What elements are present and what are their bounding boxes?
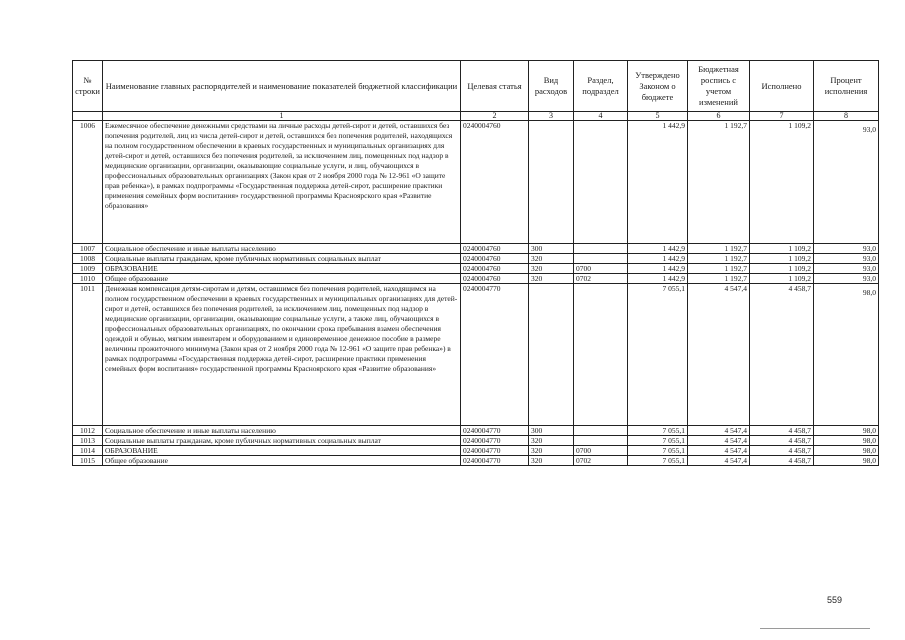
row-section (574, 254, 628, 264)
scan-divider-line (760, 628, 870, 629)
row-approved: 7 055,1 (628, 456, 688, 466)
row-target-article: 0240004770 (461, 436, 529, 446)
row-name: Социальное обеспечение и иные выплаты населению (103, 426, 461, 436)
row-section: 0700 (574, 446, 628, 456)
row-executed: 1 109,2 (750, 244, 814, 254)
row-section: 0700 (574, 264, 628, 274)
column-number: 1 (103, 112, 461, 121)
header-budget-list: Бюджетная роспись с учетом изменений (688, 61, 750, 112)
row-executed: 1 109,2 (750, 274, 814, 284)
row-section (574, 284, 628, 426)
row-budget-list: 4 547,4 (688, 426, 750, 436)
table-row (73, 284, 879, 426)
row-target-article: 0240004760 (461, 274, 529, 284)
header-approved: Утверждено Законом о бюджете (628, 61, 688, 112)
row-budget-list: 4 547,4 (688, 456, 750, 466)
row-name: Социальное обеспечение и иные выплаты населению (103, 244, 461, 254)
row-target-article: 0240004760 (461, 254, 529, 264)
table-row (73, 121, 879, 244)
row-approved: 1 442,9 (628, 274, 688, 284)
row-approved: 1 442,9 (628, 121, 688, 244)
row-number: 1012 (73, 426, 103, 436)
row-target-article: 0240004760 (461, 244, 529, 254)
table-row (73, 426, 879, 436)
budget-execution-table (72, 60, 879, 466)
row-expense-type: 320 (529, 264, 574, 274)
row-executed: 4 458,7 (750, 436, 814, 446)
row-name: ОБРАЗОВАНИЕ (103, 264, 461, 274)
column-number: 8 (814, 112, 879, 121)
row-approved: 1 442,9 (628, 254, 688, 264)
row-target-article: 0240004770 (461, 284, 529, 426)
row-executed: 1 109,2 (750, 121, 814, 244)
row-budget-list: 1 192,7 (688, 274, 750, 284)
row-name: Общее образование (103, 456, 461, 466)
row-name: Ежемесячное обеспечение денежными средствами на личные расходы детей-сирот и детей, оставшихся без попечения родителей, лиц из числа детей-сирот и детей, оставшихся без попечения родителей, находящихся на полном государственном обеспечении в краевых государственных и муниципальных организациях для детей-сирот и детей, оставшихся без попечения родителей, за исключением лиц, помещенных под надзор в медицинские организации, организации, оказывающие социальные услуги, и лиц, обучающихся в профессиональных образовательных организациях (Закон края от 2 ноября 2000 года № 12-961 «О защите прав ребенка»), в рамках подпрограммы «Государственная поддержка детей-сирот, расширение практики применения семейных форм воспитания» государственной программы Красноярского края «Развитие образования» (103, 121, 461, 244)
row-section: 0702 (574, 456, 628, 466)
row-approved: 1 442,9 (628, 244, 688, 254)
column-number: 7 (750, 112, 814, 121)
row-name: Социальные выплаты гражданам, кроме публичных нормативных социальных выплат (103, 436, 461, 446)
row-expense-type: 320 (529, 274, 574, 284)
row-executed: 4 458,7 (750, 426, 814, 436)
row-percent: 93,0 (814, 121, 879, 244)
column-number: 5 (628, 112, 688, 121)
row-number: 1009 (73, 264, 103, 274)
row-executed: 4 458,7 (750, 456, 814, 466)
row-percent: 98,0 (814, 436, 879, 446)
table-row (73, 264, 879, 274)
table-row (73, 446, 879, 456)
row-budget-list: 4 547,4 (688, 446, 750, 456)
row-expense-type: 320 (529, 456, 574, 466)
header-target-article: Целевая статья (461, 61, 529, 112)
header-section: Раздел, подраздел (574, 61, 628, 112)
column-number: 3 (529, 112, 574, 121)
row-expense-type: 320 (529, 254, 574, 264)
row-percent: 98,0 (814, 446, 879, 456)
row-section (574, 244, 628, 254)
table-row (73, 456, 879, 466)
row-executed: 4 458,7 (750, 284, 814, 426)
column-number (73, 112, 103, 121)
row-percent: 93,0 (814, 274, 879, 284)
row-approved: 7 055,1 (628, 436, 688, 446)
row-percent: 98,0 (814, 426, 879, 436)
row-executed: 4 458,7 (750, 446, 814, 456)
row-budget-list: 4 547,4 (688, 436, 750, 446)
row-percent: 98,0 (814, 456, 879, 466)
row-budget-list: 1 192,7 (688, 244, 750, 254)
row-target-article: 0240004770 (461, 446, 529, 456)
column-number: 6 (688, 112, 750, 121)
row-executed: 1 109,2 (750, 254, 814, 264)
row-name: Общее образование (103, 274, 461, 284)
row-approved: 7 055,1 (628, 446, 688, 456)
header-percent: Процент исполнения (814, 61, 879, 112)
row-approved: 7 055,1 (628, 284, 688, 426)
table-row (73, 254, 879, 264)
table-row (73, 436, 879, 446)
column-number: 2 (461, 112, 529, 121)
row-budget-list: 1 192,7 (688, 254, 750, 264)
header-expense-type: Вид расходов (529, 61, 574, 112)
page-number: 559 (827, 595, 843, 605)
row-name: Социальные выплаты гражданам, кроме публичных нормативных социальных выплат (103, 254, 461, 264)
table-row (73, 244, 879, 254)
row-budget-list: 4 547,4 (688, 284, 750, 426)
row-expense-type: 320 (529, 436, 574, 446)
header-row-number: № строки (73, 61, 103, 112)
row-section (574, 121, 628, 244)
row-target-article: 0240004760 (461, 264, 529, 274)
row-approved: 7 055,1 (628, 426, 688, 436)
row-target-article: 0240004770 (461, 426, 529, 436)
row-section (574, 436, 628, 446)
row-target-article: 0240004770 (461, 456, 529, 466)
row-expense-type (529, 121, 574, 244)
row-name: Денежная компенсация детям-сиротам и детям, оставшимся без попечения родителей, находящимся на полном государственном обеспечении в краевых государственных и муниципальных организациях для детей-сирот и детей, оставшихся без попечения родителей, за исключением лиц, помещенных под надзор в медицинские организации, организации, оказывающие социальные услуги, а также лиц, обучающихся в профессиональных образовательных организациях, по окончании срока пребывания взамен обеспечения одеждой и обувью, мягким инвентарем и оборудованием и единовременное денежное пособие в размере величины прожиточного минимума (Закон края от 2 ноября 2000 года № 12-961 «О защите прав ребенка») в рамках подпрограммы «Государственная поддержка детей-сирот, расширение практики применения семейных форм воспитания» государственной программы Красноярского края «Развитие образования» (103, 284, 461, 426)
row-percent: 93,0 (814, 254, 879, 264)
row-number: 1015 (73, 456, 103, 466)
column-number: 4 (574, 112, 628, 121)
row-expense-type (529, 284, 574, 426)
row-number: 1013 (73, 436, 103, 446)
row-expense-type: 300 (529, 426, 574, 436)
row-number: 1006 (73, 121, 103, 244)
column-number-row (73, 112, 879, 121)
row-budget-list: 1 192,7 (688, 121, 750, 244)
row-section (574, 426, 628, 436)
row-expense-type: 320 (529, 446, 574, 456)
header-name: Наименование главных распорядителей и наименование показателей бюджетной классификации (103, 61, 461, 112)
header-executed: Исполнено (750, 61, 814, 112)
row-percent: 98,0 (814, 284, 879, 426)
table-header-row (73, 61, 879, 112)
row-section: 0702 (574, 274, 628, 284)
row-number: 1007 (73, 244, 103, 254)
row-executed: 1 109,2 (750, 264, 814, 274)
row-target-article: 0240004760 (461, 121, 529, 244)
row-number: 1010 (73, 274, 103, 284)
row-percent: 93,0 (814, 264, 879, 274)
row-number: 1008 (73, 254, 103, 264)
row-approved: 1 442,9 (628, 264, 688, 274)
row-budget-list: 1 192,7 (688, 264, 750, 274)
row-name: ОБРАЗОВАНИЕ (103, 446, 461, 456)
row-number: 1014 (73, 446, 103, 456)
row-expense-type: 300 (529, 244, 574, 254)
table-row (73, 274, 879, 284)
row-number: 1011 (73, 284, 103, 426)
row-percent: 93,0 (814, 244, 879, 254)
